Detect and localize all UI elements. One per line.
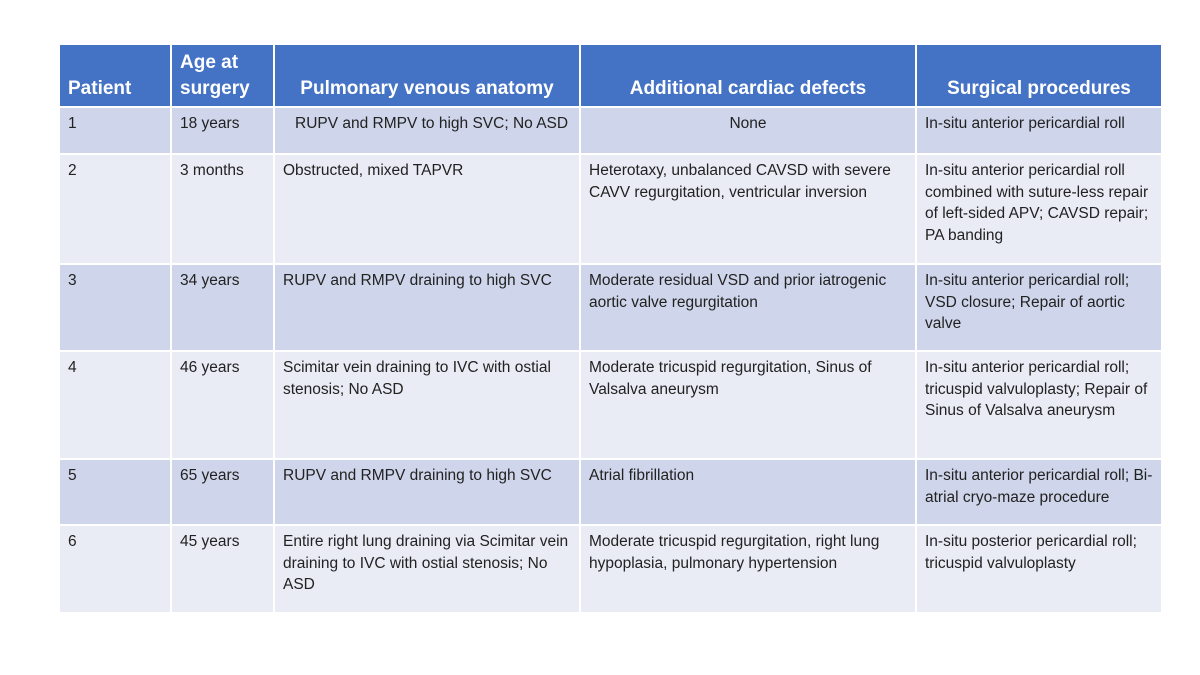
header-row <box>60 45 1161 107</box>
header-surgical-procedures: Surgical procedures <box>916 45 1161 107</box>
cell-patient: 5 <box>60 459 171 525</box>
table-row <box>60 107 1161 154</box>
cell-pulmonary-anatomy: Entire right lung draining via Scimitar vein draining to IVC with ostial stenosis; No ASD <box>274 525 580 613</box>
clinical-table <box>60 45 1161 614</box>
cell-patient: 6 <box>60 525 171 613</box>
cell-cardiac-defects: Atrial fibrillation <box>580 459 916 525</box>
cell-surgical-procedures: In-situ anterior pericardial roll combined with suture-less repair of left-sided APV; CAVSD repair; PA banding <box>916 154 1161 264</box>
cell-surgical-procedures: In-situ anterior pericardial roll <box>916 107 1161 154</box>
cell-cardiac-defects: Heterotaxy, unbalanced CAVSD with severe CAVV regurgitation, ventricular inversion <box>580 154 916 264</box>
cell-cardiac-defects: None <box>580 107 916 154</box>
cell-age: 45 years <box>171 525 274 613</box>
cell-cardiac-defects: Moderate residual VSD and prior iatrogenic aortic valve regurgitation <box>580 264 916 351</box>
cell-pulmonary-anatomy: RUPV and RMPV draining to high SVC <box>274 459 580 525</box>
table-row <box>60 351 1161 459</box>
cell-pulmonary-anatomy: RUPV and RMPV draining to high SVC <box>274 264 580 351</box>
cell-age: 18 years <box>171 107 274 154</box>
cell-patient: 2 <box>60 154 171 264</box>
header-age-line1: Age at <box>180 52 239 73</box>
table-row <box>60 525 1161 613</box>
cell-patient: 4 <box>60 351 171 459</box>
cell-surgical-procedures: In-situ anterior pericardial roll; tricuspid valvuloplasty; Repair of Sinus of Valsalva aneurysm <box>916 351 1161 459</box>
table-header <box>60 45 1161 107</box>
cell-age: 3 months <box>171 154 274 264</box>
cell-pulmonary-anatomy: Obstructed, mixed TAPVR <box>274 154 580 264</box>
header-patient: Patient <box>60 45 171 107</box>
cell-pulmonary-anatomy: RUPV and RMPV to high SVC; No ASD <box>274 107 580 154</box>
header-pulmonary-anatomy: Pulmonary venous anatomy <box>274 45 580 107</box>
cell-age: 34 years <box>171 264 274 351</box>
table-row <box>60 154 1161 264</box>
table-row <box>60 459 1161 525</box>
cell-cardiac-defects: Moderate tricuspid regurgitation, Sinus of Valsalva aneurysm <box>580 351 916 459</box>
header-age-line2: surgery <box>180 78 250 99</box>
cell-patient: 3 <box>60 264 171 351</box>
header-age <box>171 45 274 107</box>
cell-age: 65 years <box>171 459 274 525</box>
cell-surgical-procedures: In-situ posterior pericardial roll; tricuspid valvuloplasty <box>916 525 1161 613</box>
cell-surgical-procedures: In-situ anterior pericardial roll; VSD closure; Repair of aortic valve <box>916 264 1161 351</box>
table-row <box>60 264 1161 351</box>
cell-cardiac-defects: Moderate tricuspid regurgitation, right lung hypoplasia, pulmonary hypertension <box>580 525 916 613</box>
header-cardiac-defects: Additional cardiac defects <box>580 45 916 107</box>
cell-age: 46 years <box>171 351 274 459</box>
cell-patient: 1 <box>60 107 171 154</box>
cell-pulmonary-anatomy: Scimitar vein draining to IVC with ostial stenosis; No ASD <box>274 351 580 459</box>
table-body <box>60 107 1161 613</box>
cell-surgical-procedures: In-situ anterior pericardial roll; Bi-atrial cryo-maze procedure <box>916 459 1161 525</box>
